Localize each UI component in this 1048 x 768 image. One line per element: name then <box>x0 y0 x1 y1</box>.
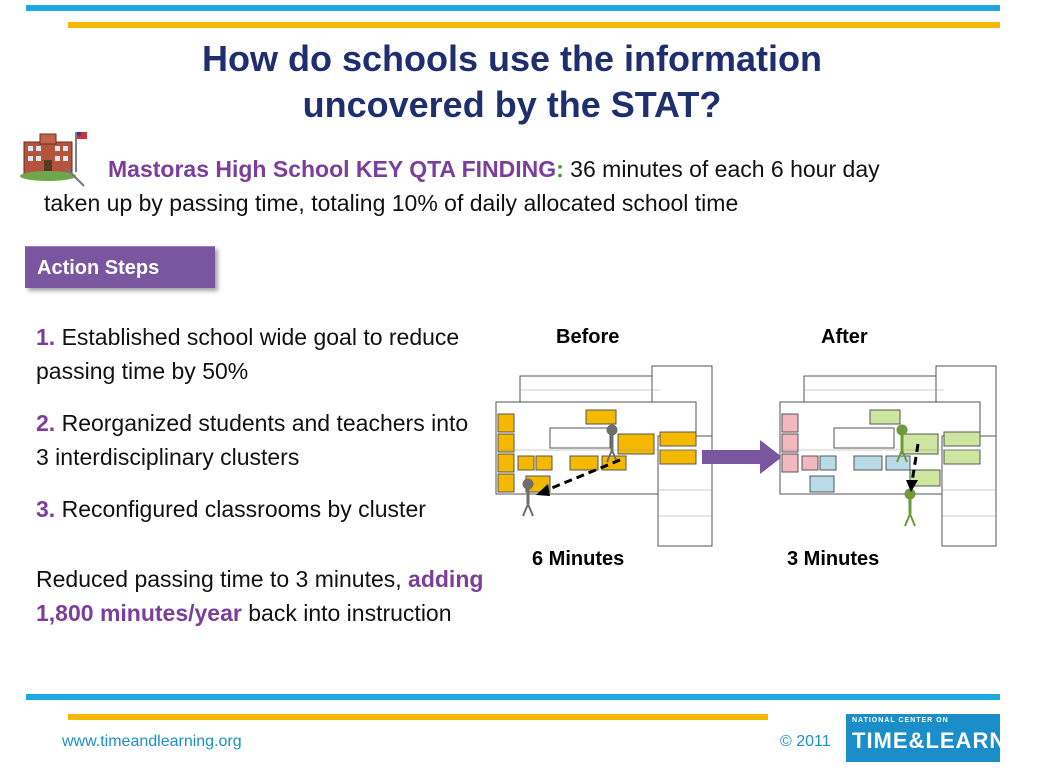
floor-plan-comparison <box>490 360 1030 560</box>
bottom-gold-bar <box>68 714 768 720</box>
result-statement <box>36 562 486 630</box>
top-blue-bar <box>26 5 1000 11</box>
title-line-1: How do schools use the information <box>201 38 823 79</box>
time-and-learning-logo <box>846 714 1048 762</box>
after-label: After <box>821 326 868 348</box>
step-2 <box>36 406 486 474</box>
step-text: Reconfigured classrooms by cluster <box>55 496 426 522</box>
after-floor-plan <box>780 366 996 546</box>
before-label: Before <box>556 326 620 348</box>
before-time-label: 6 Minutes <box>532 548 625 570</box>
result-highlight: adding 1,800 minutes/year <box>36 566 484 626</box>
finding-label: Mastoras High School KEY QTA FINDING <box>108 156 557 182</box>
after-time-label: 3 Minutes <box>787 548 880 570</box>
step-1 <box>36 320 486 388</box>
logo-small-text: NATIONAL CENTER ON <box>852 717 949 724</box>
footer-copyright: © 2011 <box>780 733 831 750</box>
title-line-2: uncovered by the STAT? <box>302 84 722 125</box>
finding-text-line-1: 36 minutes of each 6 hour day <box>563 156 880 182</box>
key-finding <box>44 152 984 220</box>
step-number: 3. <box>36 496 56 522</box>
step-text: Reorganized students and teachers into 3 interdisciplinary clusters <box>36 410 469 470</box>
before-floor-plan <box>496 366 712 546</box>
slide-title <box>0 36 1024 128</box>
step-3 <box>36 492 486 526</box>
finding-text-line-2: taken up by passing time, totaling 10% of daily allocated school time <box>44 190 739 216</box>
top-gold-bar <box>68 22 1000 28</box>
action-steps-heading: Action Steps <box>25 246 215 288</box>
step-number: 2. <box>36 410 56 436</box>
finding-colon: : <box>556 156 564 182</box>
result-text-pre: Reduced passing time to 3 minutes, <box>36 566 409 592</box>
step-text: Established school wide goal to reduce passing time by 50% <box>36 324 460 384</box>
transition-arrow <box>702 440 782 474</box>
footer-url-link[interactable]: www.timeandlearning.org <box>62 733 242 750</box>
logo-big-text: TIME&LEARNING <box>852 728 1048 753</box>
bottom-blue-bar <box>26 694 1000 700</box>
step-number: 1. <box>36 324 56 350</box>
result-text-post: back into instruction <box>241 600 452 626</box>
